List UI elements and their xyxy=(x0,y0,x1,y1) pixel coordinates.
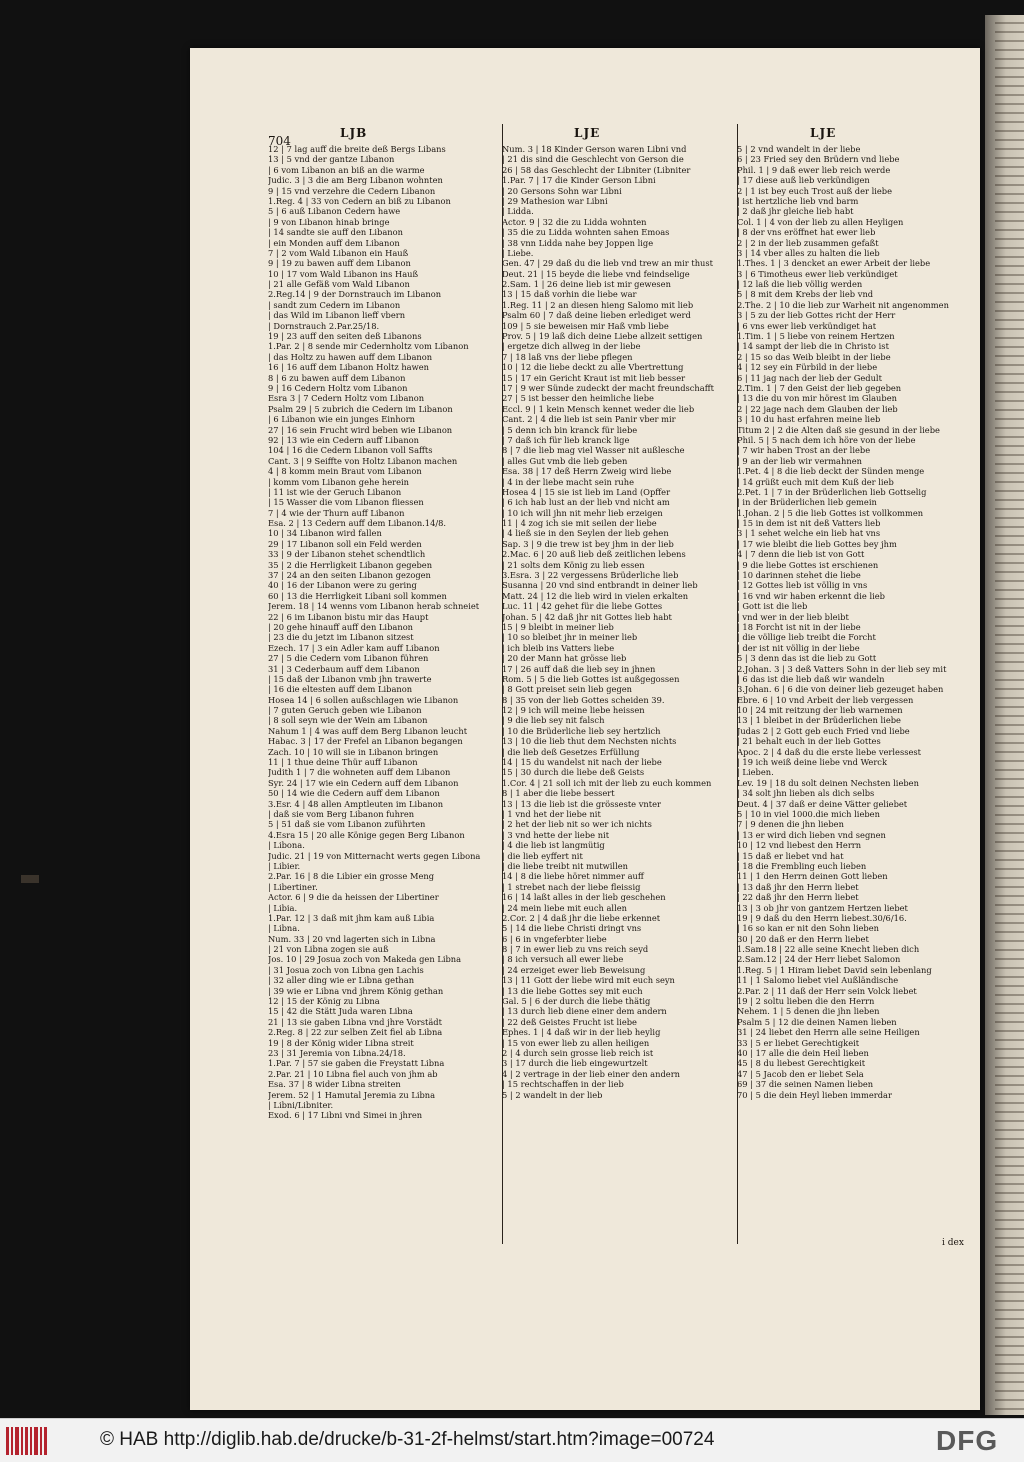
concordance-entry: | 6 Libanon wie ein junges Einhorn xyxy=(268,414,416,425)
concordance-entry: | 8 der vns eröffnet hat ewer lieb xyxy=(737,227,876,238)
concordance-entry: 2.Tim. 1 | 7 den Geist der lieb gegeben xyxy=(737,382,902,393)
concordance-entry: | 14 sampt der lieb die in Christo ist xyxy=(737,341,889,352)
concordance-entry: Syr. 24 | 17 wie ein Cedern auff dem Libanon xyxy=(268,777,459,788)
concordance-entry: | 7 guten Geruch geben wie Libanon xyxy=(268,705,422,716)
concordance-entry: | 6 ich hab lust an der lieb vnd nicht am xyxy=(502,497,670,508)
concordance-entry: | 10 so bleibet jhr in meiner lieb xyxy=(502,632,638,643)
concordance-entry: Esra 3 | 7 Cedern Holtz vom Libanon xyxy=(268,393,425,404)
concordance-entry: 11 | 4 zog ich sie mit seilen der liebe xyxy=(502,518,657,529)
concordance-entry: Hosea 14 | 6 sollen außschlagen wie Libanon xyxy=(268,694,459,705)
concordance-entry: Actor. 6 | 9 die da heissen der Libertiner xyxy=(268,892,439,903)
concordance-entry: 33 | 5 er liebet Gerechtigkeit xyxy=(737,1037,860,1048)
concordance-entry: | 10 darinnen stehet die liebe xyxy=(737,570,861,581)
concordance-entry: 5 | 51 daß sie vom Libanon zuführten xyxy=(268,819,426,830)
concordance-entry: Deut. 21 | 15 beyde die liebe vnd feindselige xyxy=(502,268,690,279)
concordance-entry: 1.Sam.18 | 22 alle seine Knecht lieben dich xyxy=(737,944,920,955)
concordance-entry: 11 | 1 thue deine Thür auff Libanon xyxy=(268,757,418,768)
concordance-entry: 13 | 11 Gott der liebe wird mit euch seyn xyxy=(502,975,675,986)
concordance-entry: Nahum 1 | 4 was auff dem Berg Libanon leucht xyxy=(268,725,468,736)
concordance-entry: | Libona. xyxy=(268,840,305,851)
concordance-entry: 6 | 23 Fried sey den Brüdern vnd liebe xyxy=(737,154,900,165)
concordance-entry: 4 | 7 denn die lieb ist von Gott xyxy=(737,549,865,560)
concordance-entry: Cant. 2 | 4 die lieb ist sein Panir vber mir xyxy=(502,414,676,425)
concordance-entry: 8 | 35 von der lieb Gottes scheiden 39. xyxy=(502,694,665,705)
concordance-entry: 4 | 2 vertrage in der lieb einer den andern xyxy=(502,1068,681,1079)
concordance-entry: 15 | 42 die Stätt Juda waren Libna xyxy=(268,1006,413,1017)
concordance-entry: Ebre. 6 | 10 vnd Arbeit der lieb vergessen xyxy=(737,694,914,705)
concordance-entry: 9 | 15 vnd verzehre die Cedern Libanon xyxy=(268,185,436,196)
concordance-entry: | 3 vnd hette der liebe nit xyxy=(502,829,610,840)
concordance-entry: 1.Johan. 2 | 5 die lieb Gottes ist vollkommen xyxy=(737,507,924,518)
concordance-entry: | 39 wie er Libna vnd jhrem König gethan xyxy=(268,985,444,996)
concordance-entry: | 9 an der lieb wir vermahnen xyxy=(737,455,862,466)
concordance-entry: 19 | 23 auff den seiten deß Libanons xyxy=(268,331,422,342)
concordance-entry: Luc. 11 | 42 gehet für die liebe Gottes xyxy=(502,601,663,612)
concordance-entry: 12 | 9 ich will meine liebe heissen xyxy=(502,705,645,716)
concordance-entry: | in der Brüderlichen lieb gemein xyxy=(737,497,877,508)
concordance-entry: | 4 in der liebe macht sein ruhe xyxy=(502,476,635,487)
concordance-entry: | ist hertzliche lieb vnd barm xyxy=(737,195,859,206)
concordance-entry: 11 | 1 Salomo liebet viel Außländische xyxy=(737,975,899,986)
concordance-entry: Gal. 5 | 6 der durch die liebe thätig xyxy=(502,996,651,1007)
concordance-entry: 8 | 6 zu bawen auff dem Libanon xyxy=(268,372,406,383)
concordance-entry: Jos. 10 | 29 Josua zoch von Makeda gen Libna xyxy=(268,954,462,965)
concordance-entry: Deut. 4 | 37 daß er deine Vätter geliebet xyxy=(737,798,908,809)
concordance-entry: 3 | 6 Timotheus ewer lieb verkündiget xyxy=(737,268,898,279)
concordance-entry: Phil. 1 | 9 daß ewer lieb reich werde xyxy=(737,164,891,175)
concordance-entry: | 8 soll seyn wie der Wein am Libanon xyxy=(268,715,428,726)
concordance-entry: 5 | 6 auß Libanon Cedern hawe xyxy=(268,206,401,217)
concordance-entry: Esa. 2 | 13 Cedern auff dem Libanon.14/8. xyxy=(268,518,447,529)
concordance-entry: | 10 ich will jhn nit mehr lieb erzeigen xyxy=(502,507,663,518)
concordance-entry: | 4 die lieb ist langmütig xyxy=(502,840,605,851)
concordance-entry: | 1 vnd het der liebe nit xyxy=(502,809,601,819)
concordance-entry: | 13 er wird dich lieben vnd segnen xyxy=(737,829,886,840)
concordance-entry: 2.Cor. 2 | 4 daß jhr die liebe erkennet xyxy=(502,912,661,923)
concordance-entry: Exod. 6 | 17 Libni vnd Simei in jhren xyxy=(268,1110,423,1121)
concordance-entry: | 18 die Frembling euch lieben xyxy=(737,860,867,871)
concordance-entry: Habac. 3 | 17 der Frefel an Libanon begangen xyxy=(268,736,463,747)
concordance-entry: | alles Gut vmb die lieb geben xyxy=(502,455,628,466)
concordance-entry: | Libni/Libniter. xyxy=(268,1099,334,1110)
concordance-entry: | 16 die eltesten auff dem Libanon xyxy=(268,684,413,695)
concordance-entry: 35 | 2 die Herrligkeit Libanon gegeben xyxy=(268,559,433,570)
concordance-entry: | 16 vnd wir haben erkennt die lieb xyxy=(737,590,885,601)
concordance-entry: 50 | 14 wie die Cedern auff dem Libanon xyxy=(268,788,440,799)
book-page xyxy=(190,48,980,1410)
concordance-entry: 5 | 8 mit dem Krebs der lieb vnd xyxy=(737,289,874,300)
concordance-entry: | 29 Mathesion war Libni xyxy=(502,195,608,206)
concordance-entry: Esa. 37 | 8 wider Libna streiten xyxy=(268,1079,401,1090)
concordance-entry: | 22 daß jhr den Herrn liebet xyxy=(737,892,859,903)
concordance-entry: 10 | 12 vnd liebest den Herrn xyxy=(737,840,862,851)
dfg-logo[interactable]: DFG xyxy=(936,1425,999,1456)
concordance-entry: 37 | 24 an den seiten Libanon gezogen xyxy=(268,570,431,581)
concordance-entry: Col. 1 | 4 von der lieb zu allen Heyligen xyxy=(737,216,904,227)
concordance-entry: 27 | 16 sein Frucht wird beben wie Libanon xyxy=(268,424,453,435)
concordance-entry: 1.Reg. 11 | 2 an diesen hieng Salomo mit lieb xyxy=(502,299,694,310)
concordance-entry: 5 | 10 in viel 1000.die mich lieben xyxy=(737,809,880,819)
concordance-entry: | 31 Josua zoch von Libna gen Lachis xyxy=(268,964,424,975)
concordance-entry: 2 | 15 so das Weib bleibt in der liebe xyxy=(737,351,891,362)
concordance-entry: 2.Sam. 1 | 26 deine lieb ist mir gewesen xyxy=(502,279,671,290)
concordance-entry: 9 | 16 Cedern Holtz vom Libanon xyxy=(268,382,408,393)
concordance-entry: | 18 Forcht ist nit in der liebe xyxy=(737,621,861,632)
concordance-entry: 6 | 6 in vngeferbter liebe xyxy=(502,933,607,944)
concordance-entry: 27 | 5 ist besser den heimliche liebe xyxy=(502,393,654,404)
concordance-entry: | 2 het der lieb nit so wer ich nichts xyxy=(502,819,652,830)
concordance-entry: | 2 daß jhr gleiche lieb habt xyxy=(737,206,854,217)
concordance-entry: | 12 laß die lieb völlig werden xyxy=(737,279,863,290)
concordance-entry: 11 | 1 den Herrn deinen Gott lieben xyxy=(737,871,888,882)
concordance-entry: | 17 diese auß lieb verkündigen xyxy=(737,175,870,186)
concordance-column-3 xyxy=(737,144,975,1100)
concordance-entry: | 6 vom Libanon an biß an die warme xyxy=(268,164,425,175)
concordance-entry: | 15 daß der Libanon vmb jhn trawerte xyxy=(268,673,432,684)
concordance-entry: | 21 von Libna zogen sie auß xyxy=(268,944,389,955)
concordance-entry: | 15 daß er liebet vnd hat xyxy=(737,850,844,861)
concordance-entry: 1.Par. 7 | 17 die Kinder Gerson Libni xyxy=(502,175,656,186)
concordance-entry: 40 | 16 der Libanon were zu gering xyxy=(268,580,417,591)
concordance-entry: | 12 Gottes lieb ist völlig in vns xyxy=(737,580,868,591)
concordance-entry: 13 | 3 ob jhr von gantzem Hertzen liebet xyxy=(737,902,908,913)
concordance-entry: 2.Johan. 3 | 3 deß Vatters Sohn in der lieb sey mit xyxy=(737,663,947,674)
concordance-entry: 7 | 2 vom Wald Libanon ein Hauß xyxy=(268,247,409,258)
concordance-entry: | 4 ließ sie in den Seylen der lieb gehen xyxy=(502,528,669,539)
concordance-entry: | sandt zum Cedern im Libanon xyxy=(268,299,401,310)
concordance-entry: | 34 solt jhn lieben als dich selbs xyxy=(737,788,875,799)
concordance-entry: | das Holtz zu hawen auff dem Libanon xyxy=(268,351,433,362)
concordance-entry: | Libertiner. xyxy=(268,881,318,892)
concordance-entry: | Libia. xyxy=(268,902,298,913)
concordance-entry: | 14 sandte sie auff den Libanon xyxy=(268,227,403,238)
concordance-entry: | komm vom Libanon gehe herein xyxy=(268,476,409,487)
concordance-entry: 1.Par. 7 | 57 sie gaben die Freystatt Libna xyxy=(268,1058,445,1069)
concordance-entry: 2 | 4 durch sein grosse lieb reich ist xyxy=(502,1047,654,1058)
concordance-entry: 22 | 6 im Libanon bistu mir das Haupt xyxy=(268,611,429,622)
concordance-entry: 10 | 12 die liebe deckt zu alle Vbertrettung xyxy=(502,362,684,373)
concordance-entry: 5 | 2 wandelt in der lieb xyxy=(502,1089,603,1100)
concordance-entry: | 32 aller ding wie er Libna gethan xyxy=(268,975,415,986)
margin-mark xyxy=(21,875,39,883)
catchword: i dex xyxy=(942,1238,964,1248)
concordance-entry: 15 | 17 ein Gericht Kraut ist mit lieb besser xyxy=(502,372,686,383)
concordance-entry: 19 | 8 der König wider Libna streit xyxy=(268,1037,414,1048)
concordance-entry: | 35 die zu Lidda wohnten sahen Emoas xyxy=(502,227,670,238)
concordance-entry: 3 | 14 vber alles zu halten die lieb xyxy=(737,247,880,258)
concordance-entry: | 7 wir haben Trost an der liebe xyxy=(737,445,871,456)
concordance-entry: 14 | 8 die liebe höret nimmer auff xyxy=(502,871,644,882)
column-header-2: LJE xyxy=(574,126,601,140)
concordance-column-2 xyxy=(502,144,740,1100)
concordance-entry: 2.Reg.14 | 9 der Dornstrauch im Libanon xyxy=(268,289,442,300)
concordance-entry: 1.Cor. 4 | 21 soll ich mit der lieb zu euch kommen xyxy=(502,777,712,788)
concordance-entry: 7 | 18 laß vns der liebe pflegen xyxy=(502,351,633,362)
concordance-entry: Judith 1 | 7 die wohneten auff dem Libanon xyxy=(268,767,451,778)
concordance-entry: | 9 die liebe Gottes ist erschienen xyxy=(737,559,879,570)
concordance-entry: Psalm 60 | 7 daß deine lieben erlediget werd xyxy=(502,310,691,321)
concordance-entry: 2 | 2 in der lieb zusammen gefaßt xyxy=(737,237,879,248)
concordance-entry: Zach. 10 | 10 will sie in Libanon bringen xyxy=(268,746,439,757)
hab-logo-icon[interactable] xyxy=(6,1427,50,1455)
concordance-entry: | 9 von Libanon hinab bringe xyxy=(268,216,390,227)
concordance-entry: | 10 die Brüderliche lieb sey hertzlich xyxy=(502,725,661,736)
concordance-entry: 6 | 11 jag nach der lieb der Gedult xyxy=(737,372,882,383)
concordance-entry: 1.Reg. 4 | 33 von Cedern an biß zu Libanon xyxy=(268,195,451,206)
concordance-entry: 4.Esra 15 | 20 alle Könige gegen Berg Libanon xyxy=(268,829,465,840)
concordance-entry: | 6 das ist die lieb daß wir wandeln xyxy=(737,673,885,684)
concordance-entry: 16 | 16 auff dem Libanon Holtz hawen xyxy=(268,362,429,373)
concordance-entry: 69 | 37 die seinen Namen lieben xyxy=(737,1079,874,1090)
concordance-entry: | 21 alle Gefäß vom Wald Libanon xyxy=(268,279,410,290)
concordance-entry: 13 | 13 die lieb ist die grösseste vnter xyxy=(502,798,661,809)
concordance-entry: 2.Par. 21 | 10 Libna fiel auch von jhm ab xyxy=(268,1068,438,1079)
concordance-entry: 2 | 22 jage nach dem Glauben der lieb xyxy=(737,403,898,414)
concordance-entry: | 13 die liebe Gottes sey mit euch xyxy=(502,985,643,996)
concordance-entry: 15 | 9 bleibt in meiner lieb xyxy=(502,621,614,632)
concordance-entry: 12 | 15 der König zu Libna xyxy=(268,996,380,1007)
concordance-entry: 4 | 8 komm mein Braut vom Libanon xyxy=(268,466,422,477)
concordance-entry: | Lieben. xyxy=(737,767,774,778)
concordance-entry: | 17 wie bleibt die lieb Gottes bey jhm xyxy=(737,538,897,549)
concordance-entry: 23 | 31 Jeremia von Libna.24/18. xyxy=(268,1047,406,1058)
concordance-entry: 26 | 58 das Geschlecht der Libniter (Libniter xyxy=(502,164,691,175)
concordance-entry: | 14 grüßt euch mit dem Kuß der lieb xyxy=(737,476,894,487)
concordance-entry: 14 | 15 du wandelst nit nach der liebe xyxy=(502,757,662,768)
concordance-entry: 2.Mac. 6 | 20 auß lieb deß zeitlichen lebens xyxy=(502,549,686,560)
concordance-entry: Gen. 47 | 29 daß du die lieb vnd trew an mir thust xyxy=(502,258,713,269)
concordance-entry: | 15 Wasser die vom Libanon fliessen xyxy=(268,497,424,508)
concordance-entry: | ich bleib ins Vatters liebe xyxy=(502,642,615,653)
concordance-entry: Eccl. 9 | 1 kein Mensch kennet weder die lieb xyxy=(502,403,695,414)
concordance-entry: Susanna | 20 vnd sind entbrandt in deiner lieb xyxy=(502,580,698,591)
concordance-entry: Judic. 21 | 19 von Mitternacht werts gegen Libona xyxy=(268,850,481,861)
concordance-entry: Titum 2 | 2 die Alten daß sie gesund in der liebe xyxy=(737,424,940,435)
concordance-entry: Judas 2 | 2 Gott geb euch Fried vnd liebe xyxy=(737,725,910,736)
concordance-entry: | 15 von ewer lieb zu allen heiligen xyxy=(502,1037,650,1048)
concordance-entry: | Liebe. xyxy=(502,247,534,258)
concordance-entry: 19 | 9 daß du den Herrn liebest.30/6/16. xyxy=(737,912,907,923)
concordance-entry: 29 | 17 Libanon soll ein Feld werden xyxy=(268,538,422,549)
concordance-entry: | die lieb deß Gesetzes Erfüllung xyxy=(502,746,640,757)
concordance-entry: Ephes. 1 | 4 daß wir in der lieb heylig xyxy=(502,1027,661,1038)
concordance-entry: | vnd wer in der lieb bleibt xyxy=(737,611,849,622)
concordance-entry: | Libier. xyxy=(268,860,301,871)
concordance-entry: Apoc. 2 | 4 daß du die erste liebe verlessest xyxy=(737,746,921,757)
concordance-entry: | 23 die du jetzt im Libanon sitzest xyxy=(268,632,414,643)
concordance-entry: 2.Pet. 1 | 7 in der Brüderlichen lieb Gottselig xyxy=(737,486,927,497)
concordance-entry: | 21 behalt euch in der lieb Gottes xyxy=(737,736,881,747)
concordance-entry: 1.Tim. 1 | 5 liebe von reinem Hertzen xyxy=(737,331,895,342)
concordance-entry: 7 | 9 denen die jhn lieben xyxy=(737,819,844,830)
concordance-entry: | das Wild im Libanon lieff vbern xyxy=(268,310,406,321)
concordance-entry: | Gott ist die lieb xyxy=(737,601,808,612)
concordance-entry: | 15 rechtschaffen in der lieb xyxy=(502,1079,624,1090)
concordance-entry: | 20 Gersons Sohn war Libni xyxy=(502,185,622,196)
concordance-entry: 31 | 24 liebet den Herrn alle seine Heiligen xyxy=(737,1027,920,1038)
concordance-entry: | 24 mein liebe mit euch allen xyxy=(502,902,627,913)
concordance-entry: 13 | 5 vnd der gantze Libanon xyxy=(268,154,395,165)
concordance-entry: 5 | 3 denn das ist die lieb zu Gott xyxy=(737,653,877,664)
concordance-entry: 21 | 13 sie gaben Libna vnd jhre Vorstädt xyxy=(268,1016,442,1027)
concordance-entry: | 13 durch lieb diene einer dem andern xyxy=(502,1006,667,1017)
concordance-entry: 3.Esra. 3 | 22 vergessens Brüderliche lieb xyxy=(502,570,679,581)
concordance-entry: 1.Pet. 4 | 8 die lieb deckt der Sünden menge xyxy=(737,466,925,477)
source-url-link[interactable]: © HAB http://diglib.hab.de/drucke/b-31-2f-helmst/start.htm?image=00724 xyxy=(100,1429,715,1450)
concordance-entry: | die liebe treibt nit mutwillen xyxy=(502,860,628,871)
concordance-entry: 92 | 13 wie ein Cedern auff Libanon xyxy=(268,434,420,445)
concordance-entry: 31 | 3 Cederbaum auff dem Libanon xyxy=(268,663,420,674)
concordance-entry: | ein Monden auff dem Libanon xyxy=(268,237,400,248)
concordance-entry: | Lidda. xyxy=(502,206,534,217)
concordance-entry: Matt. 24 | 12 die lieb wird in vielen erkalten xyxy=(502,590,689,601)
concordance-entry: 1.Par. 12 | 3 daß mit jhm kam auß Libia xyxy=(268,912,435,923)
concordance-entry: Judic. 3 | 3 die am Berg Libanon wohnten xyxy=(268,175,443,186)
concordance-entry: Nehem. 1 | 5 denen die jhn lieben xyxy=(737,1006,880,1017)
concordance-entry: 60 | 13 die Herrligkeit Libani soll kommen xyxy=(268,590,447,601)
concordance-entry: | 9 die lieb sey nit falsch xyxy=(502,715,605,726)
concordance-entry: Ezech. 17 | 3 ein Adler kam auff Libanon xyxy=(268,642,440,653)
concordance-entry: 30 | 20 daß er den Herrn liebet xyxy=(737,933,869,944)
concordance-entry: Num. 33 | 20 vnd lagerten sich in Libna xyxy=(268,933,436,944)
concordance-entry: | 15 in dem ist nit deß Vatters lieb xyxy=(737,518,881,529)
concordance-entry: 3 | 1 sehet welche ein lieb hat vns xyxy=(737,528,881,539)
concordance-entry: 2.Par. 2 | 11 daß der Herr sein Volck liebet xyxy=(737,985,917,996)
concordance-entry: 4 | 12 sey ein Fürbild in der liebe xyxy=(737,362,878,373)
concordance-entry: | ergetze dich allweg in der liebe xyxy=(502,341,641,352)
concordance-entry: | 21 solts dem König zu lieb essen xyxy=(502,559,645,570)
concordance-entry: Johan. 5 | 42 daß jhr nit Gottes lieb habt xyxy=(502,611,672,622)
concordance-entry: 12 | 7 lag auff die breite deß Bergs Libans xyxy=(268,144,446,154)
column-header-3: LJE xyxy=(810,126,837,140)
concordance-entry: | die völlige lieb treibt die Forcht xyxy=(737,632,876,643)
concordance-entry: 33 | 9 der Libanon stehet schendtlich xyxy=(268,549,426,560)
concordance-entry: Prov. 5 | 19 laß dich deine Liebe allzeit settigen xyxy=(502,331,703,342)
concordance-entry: | der ist nit völlig in der liebe xyxy=(737,642,860,653)
concordance-entry: | 19 ich weiß deine liebe vnd Werck xyxy=(737,757,887,768)
concordance-entry: 70 | 5 die dein Heyl lieben immerdar xyxy=(737,1089,892,1100)
concordance-entry: 8 | 1 aber die liebe bessert xyxy=(502,788,615,799)
concordance-entry: 2.Sam.12 | 24 der Herr liebet Salomon xyxy=(737,954,901,965)
concordance-entry: Jerem. 52 | 1 Hamutal Jeremia zu Libna xyxy=(268,1089,436,1100)
concordance-entry: 2.The. 2 | 10 die lieb zur Warheit nit angenommen xyxy=(737,299,949,310)
concordance-entry: | 8 Gott preiset sein lieb gegen xyxy=(502,684,633,695)
concordance-entry: | 7 daß ich für lieb kranck lige xyxy=(502,434,630,445)
concordance-entry: 13 | 1 bleibet in der Brüderlichen liebe xyxy=(737,715,901,726)
concordance-entry: | 13 daß jhr den Herrn liebet xyxy=(737,881,859,892)
concordance-entry: Sap. 3 | 9 die trew ist bey jhm in der lieb xyxy=(502,538,674,549)
concordance-entry: | 21 dis sind die Geschlecht von Gerson die xyxy=(502,154,684,165)
concordance-entry: Esa. 38 | 17 deß Herrn Zweig wird liebe xyxy=(502,466,672,477)
concordance-entry: | die lieb eyffert nit xyxy=(502,850,583,861)
concordance-entry: Actor. 9 | 32 die zu Lidda wohnten xyxy=(502,216,647,227)
concordance-entry: 17 | 26 auff daß die lieb sey in jhnen xyxy=(502,663,656,674)
concordance-entry: 5 | 2 vnd wandelt in der liebe xyxy=(737,144,861,154)
concordance-entry: | 8 ich versuch all ewer liebe xyxy=(502,954,624,965)
concordance-entry: | 5 denn ich bin kranck für liebe xyxy=(502,424,638,435)
concordance-entry: 8 | 7 in ewer lieb zu vns reich seyd xyxy=(502,944,649,955)
concordance-entry: | 22 deß Geistes Frucht ist liebe xyxy=(502,1016,637,1027)
concordance-entry: | daß sie vom Berg Libanon fuhren xyxy=(268,809,415,819)
concordance-entry: 2.Par. 16 | 8 die Libier ein grosse Meng xyxy=(268,871,435,882)
concordance-entry: 3.Esr. 4 | 48 allen Amptleuten im Libanon xyxy=(268,798,444,809)
concordance-entry: Psalm 29 | 5 zubrich die Cedern im Libanon xyxy=(268,403,453,414)
concordance-entry: 13 | 10 die lieb thut dem Nechsten nichts xyxy=(502,736,677,747)
concordance-entry: 2.Reg. 8 | 22 zur selben Zeit fiel ab Libna xyxy=(268,1027,443,1038)
concordance-entry: | 11 ist wie der Geruch Libanon xyxy=(268,486,402,497)
page-number: 704 xyxy=(268,134,291,148)
concordance-entry: | 6 vns ewer lieb verkündiget hat xyxy=(737,320,877,331)
concordance-entry: 3.Johan. 6 | 6 die von deiner lieb gezeuget haben xyxy=(737,684,944,695)
concordance-entry: 19 | 2 soltu lieben die den Herrn xyxy=(737,996,875,1007)
concordance-entry: Jerem. 18 | 14 wenns vom Libanon herab schneiet xyxy=(268,601,480,612)
concordance-entry: | Dornstrauch 2.Par.25/18. xyxy=(268,320,380,331)
concordance-entry: Num. 3 | 18 Kinder Gerson waren Libni vnd xyxy=(502,144,687,154)
concordance-entry: 13 | 15 daß vorhin die liebe war xyxy=(502,289,637,300)
concordance-entry: 16 | 14 laßt alles in der lieb geschehen xyxy=(502,892,666,903)
concordance-entry: 45 | 8 du liebest Gerechtigkeit xyxy=(737,1058,866,1069)
concordance-entry: | 38 vnn Lidda nahe bey Joppen lige xyxy=(502,237,654,248)
concordance-entry: 17 | 9 wer Sünde zudeckt der macht freundschafft xyxy=(502,382,714,393)
concordance-entry: 7 | 4 wie der Thurn auff Libanon xyxy=(268,507,405,518)
concordance-entry: 8 | 7 die lieb mag viel Wasser nit außlesche xyxy=(502,445,685,456)
concordance-entry: 10 | 24 mit reitzung der lieb warnemen xyxy=(737,705,903,716)
viewer-footer xyxy=(0,1418,1024,1462)
concordance-entry: 3 | 10 du hast erfahren meine lieb xyxy=(737,414,881,425)
concordance-entry: 10 | 34 Libanon wird fallen xyxy=(268,528,382,539)
concordance-entry: | 13 die du von mir hörest im Glauben xyxy=(737,393,897,404)
concordance-entry: 1.Par. 2 | 8 sende mir Cedernholtz vom Libanon xyxy=(268,341,469,352)
column-header-1: LJB xyxy=(340,126,368,140)
concordance-entry: 10 | 17 vom Wald Libanon ins Hauß xyxy=(268,268,419,279)
concordance-entry: Lev. 19 | 18 du solt deinen Nechsten lieben xyxy=(737,777,919,788)
facing-page-edge xyxy=(985,15,1024,1415)
concordance-entry: 109 | 5 sie beweisen mir Haß vmb liebe xyxy=(502,320,669,331)
concordance-entry: | Libna. xyxy=(268,923,300,934)
concordance-entry: Rom. 5 | 5 die lieb Gottes ist außgegossen xyxy=(502,673,680,684)
concordance-entry: 40 | 17 alle die dein Heil lieben xyxy=(737,1047,869,1058)
concordance-entry: | 16 so kan er nit den Sohn lieben xyxy=(737,923,879,934)
concordance-entry: 3 | 17 durch die lieb eingewurtzelt xyxy=(502,1058,648,1069)
concordance-entry: 27 | 5 die Cedern vom Libanon führen xyxy=(268,653,429,664)
concordance-entry: Cant. 3 | 9 Seiffte von Holtz Libanon machen xyxy=(268,455,458,466)
concordance-entry: Psalm 5 | 12 die deinen Namen lieben xyxy=(737,1016,897,1027)
concordance-entry: 15 | 30 durch die liebe deß Geists xyxy=(502,767,645,778)
concordance-entry: | 24 erzeiget ewer lieb Beweisung xyxy=(502,964,646,975)
concordance-entry: 2 | 1 ist bey euch Trost auß der liebe xyxy=(737,185,893,196)
concordance-entry: | 20 gehe hinauff auff den Libanon xyxy=(268,621,414,632)
concordance-entry: 1.Thes. 1 | 3 dencket an ewer Arbeit der liebe xyxy=(737,258,931,269)
concordance-entry: 1.Reg. 5 | 1 Hiram liebet David sein lebenlang xyxy=(737,964,932,975)
concordance-entry: 9 | 19 zu bawen auff dem Libanon xyxy=(268,258,411,269)
concordance-entry: 5 | 14 die liebe Christi dringt vns xyxy=(502,923,642,934)
concordance-entry: | 1 strebet nach der liebe fleissig xyxy=(502,881,641,892)
concordance-entry: | 20 der Mann hat grösse lieb xyxy=(502,653,627,664)
concordance-entry: 47 | 5 Jacob den er liebet Sela xyxy=(737,1068,864,1079)
concordance-entry: 104 | 16 die Cedern Libanon voll Saffts xyxy=(268,445,433,456)
concordance-entry: 3 | 5 zu der lieb Gottes richt der Herr xyxy=(737,310,896,321)
concordance-entry: Phil. 5 | 5 nach dem ich höre von der liebe xyxy=(737,434,916,445)
concordance-entry: Hosea 4 | 15 sie ist lieb im Land (Opffer xyxy=(502,486,671,497)
concordance-column-1 xyxy=(268,144,504,1121)
